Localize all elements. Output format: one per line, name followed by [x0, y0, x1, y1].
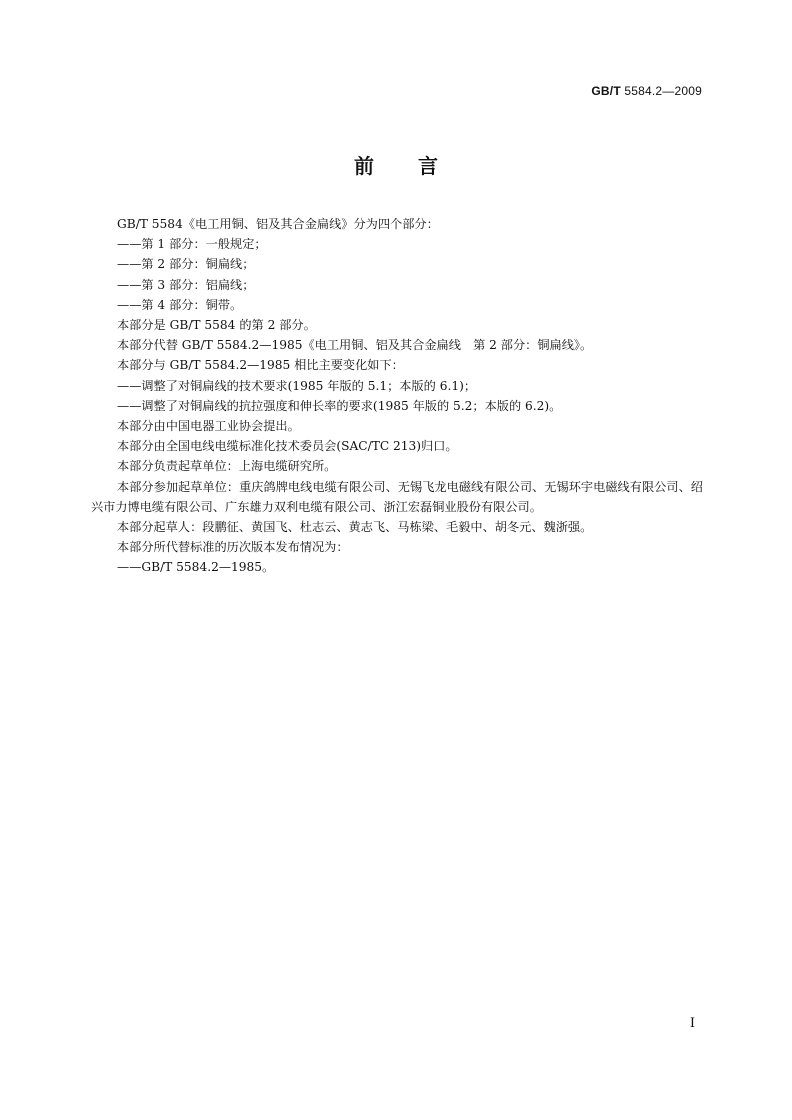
paragraph-history: 本部分所代替标准的历次版本发布情况为：	[117, 540, 349, 555]
standard-code-prefix: GB/T	[591, 84, 621, 98]
paragraph-proposed-by: 本部分由中国电器工业协会提出。	[117, 419, 300, 434]
list-item-part-1: ——第 1 部分：一般规定；	[117, 237, 267, 252]
standard-code	[591, 84, 702, 98]
list-item-part-3: ——第 3 部分：铝扁线；	[117, 277, 255, 292]
paragraph-drafting-unit: 本部分负责起草单位：上海电缆研究所。	[117, 459, 337, 474]
list-item-change-2: ——调整了对铜扁线的抗拉强度和伸长率的要求(1985 年版的 5.2；本版的 6.2)。	[117, 398, 562, 413]
paragraph-under-jurisdiction: 本部分由全国电线电缆标准化技术委员会(SAC/TC 213)归口。	[117, 439, 458, 454]
paragraph-participating-units: 本部分参加起草单位：重庆鸽牌电线电缆有限公司、无锡飞龙电磁线有限公司、无锡环宇电磁线有限公司、绍兴市力博电缆有限公司、广东雄力双利电缆有限公司、浙江宏磊铜业股份有限公司。	[91, 479, 703, 514]
paragraph-this-part: 本部分是 GB/T 5584 的第 2 部分。	[117, 318, 316, 333]
list-item-part-2: ——第 2 部分：铜扁线；	[117, 257, 255, 272]
page-title: 前言	[354, 154, 482, 178]
list-item-part-4: ——第 4 部分：铜带。	[117, 297, 243, 312]
paragraph-intro: GB/T 5584《电工用铜、铝及其合金扁线》分为四个部分：	[117, 217, 439, 231]
page-number: I	[689, 1016, 695, 1031]
list-item-history-1: ——GB/T 5584.2—1985。	[117, 560, 275, 575]
standard-code-number: 5584.2—2009	[620, 84, 702, 98]
foreword-body	[91, 214, 703, 578]
paragraph-replaces: 本部分代替 GB/T 5584.2—1985《电工用铜、铝及其合金扁线 第 2 部分：铜扁线》。	[117, 338, 593, 353]
list-item-change-1: ——调整了对铜扁线的技术要求(1985 年版的 5.1；本版的 6.1)；	[117, 378, 477, 393]
paragraph-changes: 本部分与 GB/T 5584.2—1985 相比主要变化如下：	[117, 358, 404, 373]
paragraph-drafters: 本部分起草人：段鹏征、黄国飞、杜志云、黄志飞、马栋梁、毛毅中、胡冬元、魏浙强。	[117, 520, 593, 535]
